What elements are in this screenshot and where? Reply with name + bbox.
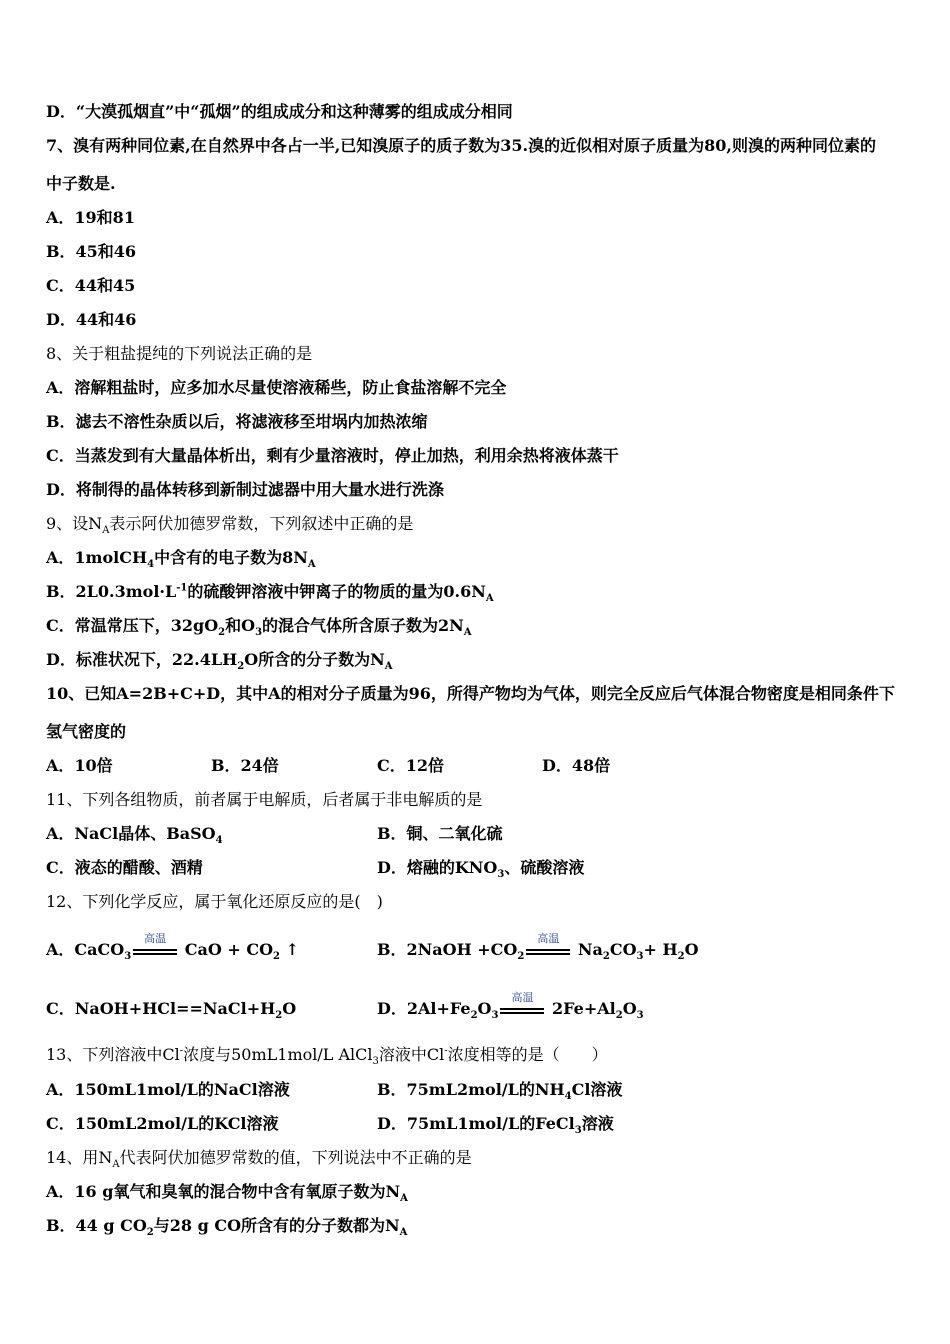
q9-option-d: D．标准状况下，$22.4LH_2O$所含的分子数为$N_A$ — [46, 650, 393, 673]
high-temp-equals-sign: 高温 — [526, 941, 570, 961]
q12-option-c: C．$NaOH+HCl==NaCl+H_2O$ — [46, 999, 297, 1022]
q10-option-c: C．12倍 — [377, 756, 445, 775]
q7-option-a: A．19和81 — [46, 208, 135, 227]
q9-option-c: C．常温常压下，$32gO_2$和$O_3$的混合气体所含原子数为$2N_A$ — [46, 616, 472, 639]
q11-option-c: C．液态的醋酸、酒精 — [46, 858, 203, 877]
q10-option-d: D．48倍 — [542, 756, 611, 775]
question-10-cont: 氢气密度的 — [46, 722, 127, 741]
question-11: 11、下列各组物质，前者属于电解质，后者属于非电解质的是 — [46, 790, 483, 809]
q13-option-b: B．75mL2mol/L的$NH_4Cl$溶液 — [377, 1080, 623, 1103]
q7-option-c: C．44和45 — [46, 276, 136, 295]
q11-option-b: B．铜、二氧化硫 — [377, 824, 503, 843]
question-7-cont: 中子数是. — [46, 174, 116, 193]
q8-option-d: D．将制得的晶体转移到新制过滤器中用大量水进行洗涤 — [46, 480, 444, 499]
question-14: 14、用$N_A$代表阿伏加德罗常数的值，下列说法中不正确的是 — [46, 1148, 472, 1171]
q11-option-d: D．熔融的$KNO_3$、硫酸溶液 — [377, 858, 585, 881]
question-8: 8、关于粗盐提纯的下列说法正确的是 — [46, 344, 313, 363]
question-12: 12、下列化学反应，属于氧化还原反应的是( ) — [46, 892, 383, 911]
q9-option-a: A．1molCH$_4$中含有的电子数为$8N_A$ — [46, 548, 316, 571]
high-temp-equals-sign: 高温 — [500, 1000, 544, 1020]
q13-option-a: A．150mL1mol/L的NaCl溶液 — [46, 1080, 290, 1099]
q14-option-a: A．16 g氧气和臭氧的混合物中含有氧原子数为$N_A$ — [46, 1182, 408, 1205]
q10-option-a: A．10倍 — [46, 756, 113, 775]
q13-option-c: C．150mL2mol/L的KCl溶液 — [46, 1114, 279, 1133]
high-temp-equals-sign: 高温 — [133, 941, 177, 961]
q10-option-b: B．24倍 — [211, 756, 279, 775]
question-13: 13、下列溶液中Cl-浓度与50mL1mol/L AlCl$_3$溶液中Cl-浓度相等的是（ ） — [46, 1045, 608, 1068]
q12-option-d: D．$2Al+Fe_2O_3$ 高温 $2Fe+Al_2O_3$ — [377, 990, 644, 1022]
q11-option-a: A．NaCl晶体、BaSO$_4$ — [46, 824, 223, 847]
q14-option-b: B．44 g $CO_2$与28 g CO所含有的分子数都为$N_A$ — [46, 1216, 408, 1239]
q12-option-a: A．CaCO$_3$ 高温 CaO + $CO_2$ ↑ — [46, 931, 299, 963]
q12-option-b: B．2NaOH $+CO_2$ 高温 $Na_2CO_3+ H_2O$ — [377, 931, 699, 963]
q13-option-d: D．75mL1mol/L的FeCl$_3$溶液 — [377, 1114, 614, 1137]
question-7: 7、溴有两种同位素,在自然界中各占一半,已知溴原子的质子数为35.溴的近似相对原子质量为80,则溴的两种同位素的 — [46, 136, 876, 155]
question-10: 10、已知A=2B+C+D，其中A的相对分子质量为96，所得产物均为气体，则完全反应后气体混合物密度是相同条件下 — [46, 684, 895, 703]
q8-option-b: B．滤去不溶性杂质以后，将滤液移至坩埚内加热浓缩 — [46, 412, 428, 431]
q8-option-a: A．溶解粗盐时，应多加水尽量使溶液稀些，防止食盐溶解不完全 — [46, 378, 507, 397]
q8-option-c: C．当蒸发到有大量晶体析出，剩有少量溶液时，停止加热，利用余热将液体蒸干 — [46, 446, 619, 465]
option-d-prev: D．“大漠孤烟直”中“孤烟”的组成成分和这种薄雾的组成成分相同 — [46, 102, 513, 121]
q9-option-b: B．$2L0.3mol\cdot L^{-1}$的硫酸钾溶液中钾离子的物质的量为$0.6N_A$ — [46, 582, 494, 605]
q7-option-b: B．45和46 — [46, 242, 137, 261]
question-9: 9、设$N_A$表示阿伏加德罗常数，下列叙述中正确的是 — [46, 514, 414, 537]
q7-option-d: D．44和46 — [46, 310, 137, 329]
